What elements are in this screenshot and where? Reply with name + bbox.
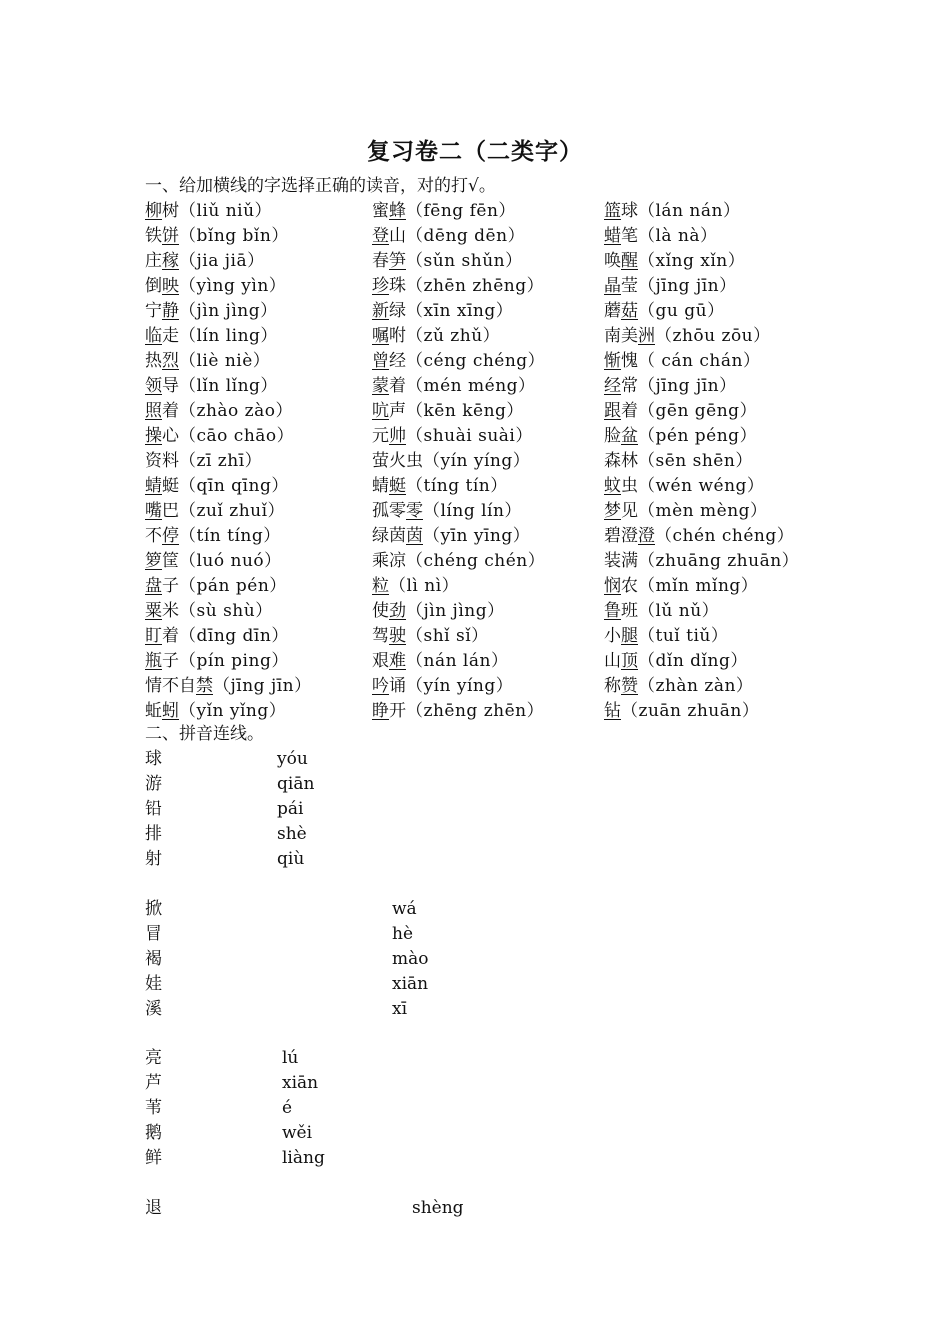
underlined-char: 领 [145,376,162,396]
pinyin-options[interactable]: （wén wéng） [638,476,765,496]
word-text: 声 [389,401,406,421]
pinyin-options[interactable]: （pén péng） [638,426,758,446]
word-item [604,525,794,547]
word-text: 心 [162,426,179,446]
match-pinyin[interactable]: wěi [282,1123,313,1143]
underlined-char: 蚓 [162,701,179,721]
underlined-char: 新 [372,301,389,321]
underlined-char: 澄 [638,526,655,546]
word-text: 热 [145,351,162,371]
underlined-char: 劲 [389,601,406,621]
pinyin-options[interactable]: （jīng jīn） [638,376,737,396]
underlined-char: 柳 [145,201,162,221]
underlined-char: 晶 [604,276,621,296]
pinyin-options[interactable]: （zhàn zàn） [638,676,754,696]
pinyin-options[interactable]: （lín ling） [179,326,278,346]
word-text: 脸 [604,426,621,446]
match-pinyin[interactable]: é [282,1098,293,1118]
underlined-char: 腿 [621,626,638,646]
word-item [372,300,513,322]
underlined-char: 赞 [621,676,638,696]
underlined-char: 洲 [638,326,655,346]
word-text: 子 [162,576,179,596]
underlined-char: 登 [372,226,389,246]
pinyin-options[interactable]: （zī zhī） [179,451,263,471]
underlined-char: 睁 [372,701,389,721]
match-pinyin[interactable]: wá [392,899,417,919]
page-title: 复习卷二（二类字） [367,138,583,165]
pinyin-options[interactable]: （jīng jīn） [638,276,737,296]
word-item [372,350,545,372]
word-item [145,650,289,672]
word-text: 庄 [145,251,162,271]
pinyin-options[interactable]: （gu gū） [638,301,725,321]
word-item [604,250,745,272]
word-text: 倒 [145,276,162,296]
pinyin-options[interactable]: （kēn kēng） [406,401,524,421]
underlined-char: 梦 [604,501,621,521]
match-pinyin[interactable]: pái [277,799,304,819]
underlined-char: 零 [406,501,423,521]
section-1-heading: 一、给加横线的字选择正确的读音，对的打√。 [145,176,496,196]
pinyin-options[interactable]: （sù shù） [179,601,273,621]
word-text: 导 [162,376,179,396]
underlined-char: 临 [145,326,162,346]
pinyin-options[interactable]: （zǔ zhǔ） [406,326,501,346]
match-char[interactable]: 溪 [145,999,162,1019]
word-item [145,525,281,547]
underlined-char: 粟 [145,601,162,621]
word-text: 使 [372,601,389,621]
match-pinyin[interactable]: xiān [392,974,429,994]
word-item [604,675,753,697]
word-item [604,225,718,247]
word-text: 蘑 [604,301,621,321]
match-pinyin[interactable]: qiù [277,849,305,869]
word-text: 米 [162,601,179,621]
underlined-char: 帅 [389,426,406,446]
match-char[interactable]: 球 [145,749,162,769]
underlined-char: 惭 [604,351,621,371]
word-item [372,625,489,647]
word-item [604,425,757,447]
pinyin-options[interactable]: （tuǐ tiǔ） [638,626,729,646]
word-item [604,375,737,397]
underlined-char: 烈 [162,351,179,371]
word-item [372,425,533,447]
pinyin-options[interactable]: （nán lán） [406,651,509,671]
underlined-char: 顶 [621,651,638,671]
match-char[interactable]: 鲜 [145,1148,162,1168]
underlined-char: 菇 [621,301,638,321]
word-text: 经 [389,351,406,371]
word-item [145,225,289,247]
word-item [145,425,294,447]
word-item [372,200,516,222]
word-text: 着 [621,401,638,421]
word-text: 乘凉 [372,551,406,571]
word-item [604,325,771,347]
underlined-char: 盆 [621,426,638,446]
match-pinyin[interactable]: shè [277,824,307,844]
pinyin-options[interactable]: （zhēng zhēn） [406,701,545,721]
pinyin-options[interactable]: （bǐng bǐn） [179,226,289,246]
pinyin-options[interactable]: （mén méng） [406,376,536,396]
word-text: 绿 [389,301,406,321]
pinyin-options[interactable]: （yìng yìn） [179,276,287,296]
pinyin-options[interactable]: （zuān zhuān） [621,701,760,721]
word-item [145,675,312,697]
match-pinyin[interactable]: lú [282,1048,299,1068]
pinyin-options[interactable]: （jia jiā） [179,251,265,271]
pinyin-options[interactable]: （tíng tín） [406,476,508,496]
match-pinyin[interactable]: liàng [282,1148,325,1168]
word-item [145,550,282,572]
match-char[interactable]: 亮 [145,1048,162,1068]
word-text: 珠 [389,276,406,296]
word-text: 班 [621,601,638,621]
word-item [372,650,508,672]
underlined-char: 篮 [604,201,621,221]
word-text: 春 [372,251,389,271]
word-item [145,275,286,297]
underlined-char: 箩 [145,551,162,571]
underlined-char: 盯 [145,626,162,646]
match-pinyin[interactable]: yóu [277,749,308,769]
word-text: 开 [389,701,406,721]
word-item [604,600,719,622]
pinyin-options[interactable]: （dēng dēn） [406,226,526,246]
pinyin-options[interactable]: （zhào zào） [179,401,294,421]
underlined-char: 鲁 [604,601,621,621]
underlined-char: 蜻 [145,476,162,496]
underlined-char: 钻 [604,701,621,721]
match-pinyin[interactable]: xī [392,999,408,1019]
underlined-char: 笋 [389,251,406,271]
pinyin-options[interactable]: （lǐn lǐng） [179,376,278,396]
word-item [604,275,737,297]
pinyin-options[interactable]: （zhōu zōu） [655,326,771,346]
pinyin-options[interactable]: （liǔ niǔ） [179,201,273,221]
word-item [604,550,799,572]
pinyin-options[interactable]: （dǐn dǐng） [638,651,748,671]
underlined-char: 停 [162,526,179,546]
word-item [372,500,522,522]
pinyin-options[interactable]: （zhēn zhēng） [406,276,545,296]
underlined-char: 操 [145,426,162,446]
word-text: 诵 [389,676,406,696]
pinyin-options[interactable]: （yín yíng） [406,676,514,696]
underlined-char: 蜡 [604,226,621,246]
word-text: 走 [162,326,179,346]
word-text: 蜜 [372,201,389,221]
underlined-char: 稼 [162,251,179,271]
underlined-char: 瓶 [145,651,162,671]
pinyin-options[interactable]: （sǔn shǔn） [406,251,523,271]
underlined-char: 蚊 [604,476,621,496]
underlined-char: 映 [162,276,179,296]
word-item [372,575,459,597]
pinyin-options[interactable]: （zhuāng zhuān） [638,551,800,571]
word-item [145,600,273,622]
word-text: 着 [162,626,179,646]
pinyin-options[interactable]: （lán nán） [638,201,741,221]
word-item [372,550,545,572]
word-text: 孤零 [372,501,406,521]
word-text: 南美 [604,326,638,346]
word-text: 巴 [162,501,179,521]
pinyin-options[interactable]: （yǐn yǐng） [179,701,287,721]
word-text: 资料 [145,451,179,471]
pinyin-options[interactable]: （xǐng xǐn） [638,251,746,271]
word-text: 铁 [145,226,162,246]
word-item [145,475,289,497]
word-item [604,400,757,422]
word-text: 艰 [372,651,389,671]
pinyin-options[interactable]: （qīn qīng） [179,476,289,496]
word-item [372,225,525,247]
word-item [604,200,740,222]
pinyin-options[interactable]: （luó nuó） [179,551,282,571]
pinyin-options[interactable]: （pín ping） [179,651,289,671]
word-item [145,700,286,722]
word-item [372,250,523,272]
underlined-char: 禁 [196,676,213,696]
word-text: 着 [389,376,406,396]
word-item [145,325,278,347]
word-text: 小 [604,626,621,646]
word-text: 驾 [372,626,389,646]
word-item [604,650,748,672]
word-item [604,625,728,647]
word-item [145,350,270,372]
pinyin-options[interactable]: （tín tíng） [179,526,281,546]
word-text: 球 [621,201,638,221]
pinyin-options[interactable]: （liè niè） [179,351,271,371]
underlined-char: 饼 [162,226,179,246]
word-text: 装满 [604,551,638,571]
word-text: 着 [162,401,179,421]
word-item [372,600,505,622]
word-item [145,450,262,472]
pinyin-options[interactable]: （yín yíng） [423,451,531,471]
word-text: 莹 [621,276,638,296]
word-text: 山 [389,226,406,246]
section-2-heading: 二、拼音连线。 [145,724,264,744]
pinyin-options[interactable]: （là nà） [638,226,718,246]
word-text: 虫 [621,476,638,496]
word-text: 蜻 [372,476,389,496]
pinyin-options[interactable]: （jīng jīn） [213,676,312,696]
word-text: 树 [162,201,179,221]
word-item [604,500,768,522]
word-text: 蚯 [145,701,162,721]
word-item [145,500,285,522]
word-item [372,325,500,347]
underlined-char: 蜓 [389,476,406,496]
pinyin-options[interactable]: （lǔ nǔ） [638,601,720,621]
underlined-char: 曾 [372,351,389,371]
word-item [604,700,759,722]
underlined-char: 蜂 [389,201,406,221]
pinyin-options[interactable]: （jìn jìng） [179,301,278,321]
underlined-char: 吟 [372,676,389,696]
word-item [372,475,508,497]
word-item [145,250,265,272]
word-item [372,400,524,422]
underlined-char: 粒 [372,576,389,596]
word-text: 绿茵 [372,526,406,546]
word-item [145,625,289,647]
word-item [372,375,536,397]
word-text: 子 [162,651,179,671]
underlined-char: 盘 [145,576,162,596]
word-text: 情不自 [145,676,196,696]
word-text: 愧 [621,351,638,371]
pinyin-options[interactable]: （dīng dīn） [179,626,289,646]
pinyin-options[interactable]: （yīn yīng） [423,526,531,546]
pinyin-options[interactable]: （fēng fēn） [406,201,516,221]
match-char[interactable]: 苇 [145,1098,162,1118]
underlined-char: 珍 [372,276,389,296]
match-char[interactable]: 鹅 [145,1123,162,1143]
word-text: 萤火虫 [372,451,423,471]
pinyin-options[interactable]: （ cán chán） [638,351,761,371]
match-pinyin[interactable]: qiān [277,774,315,794]
match-char[interactable]: 排 [145,824,162,844]
word-text: 见 [621,501,638,521]
word-item [604,475,764,497]
underlined-char: 嘴 [145,501,162,521]
word-text: 元 [372,426,389,446]
match-char[interactable]: 褐 [145,949,162,969]
word-text: 碧澄 [604,526,638,546]
word-item [372,275,544,297]
word-item [604,450,753,472]
word-item [604,350,760,372]
underlined-char: 嘱 [372,326,389,346]
word-item [604,300,725,322]
match-char[interactable]: 退 [145,1198,162,1218]
word-item [372,700,544,722]
pinyin-options[interactable]: （gēn gēng） [638,401,758,421]
word-item [372,525,530,547]
word-text: 蜓 [162,476,179,496]
word-item [145,300,278,322]
underlined-char: 悯 [604,576,621,596]
word-item [145,400,293,422]
pinyin-options[interactable]: （mǐn mǐng） [638,576,759,596]
word-item [145,375,278,397]
word-item [145,575,287,597]
pinyin-options[interactable]: （chéng chén） [406,551,546,571]
match-pinyin[interactable]: xiān [282,1073,319,1093]
underlined-char: 跟 [604,401,621,421]
match-char[interactable]: 射 [145,849,162,869]
underlined-char: 驶 [389,626,406,646]
word-text: 常 [621,376,638,396]
word-item [372,450,530,472]
word-text: 山 [604,651,621,671]
underlined-char: 蒙 [372,376,389,396]
pinyin-options[interactable]: （chén chéng） [655,526,795,546]
match-char[interactable]: 娃 [145,974,162,994]
pinyin-options[interactable]: （sēn shēn） [638,451,753,471]
pinyin-options[interactable]: （shǐ sǐ） [406,626,489,646]
pinyin-options[interactable]: （shuài suài） [406,426,533,446]
pinyin-options[interactable]: （xīn xīng） [406,301,514,321]
pinyin-options[interactable]: （pán pén） [179,576,287,596]
match-char[interactable]: 冒 [145,924,162,944]
match-pinyin[interactable]: shèng [412,1198,464,1218]
underlined-char: 醒 [621,251,638,271]
match-pinyin[interactable]: mào [392,949,429,969]
match-char[interactable]: 掀 [145,899,162,919]
word-text: 宁 [145,301,162,321]
word-text: 咐 [389,326,406,346]
underlined-char: 经 [604,376,621,396]
pinyin-options[interactable]: （mèn mèng） [638,501,768,521]
word-text: 笔 [621,226,638,246]
underlined-char: 照 [145,401,162,421]
word-item [372,675,513,697]
underlined-char: 吭 [372,401,389,421]
word-item [604,575,758,597]
word-text: 称 [604,676,621,696]
pinyin-options[interactable]: （jìn jìng） [406,601,505,621]
match-pinyin[interactable]: hè [392,924,414,944]
word-text: 唤 [604,251,621,271]
pinyin-options[interactable]: （cāo chāo） [179,426,295,446]
word-item [145,200,272,222]
pinyin-options[interactable]: （lì nì） [389,576,460,596]
match-char[interactable]: 芦 [145,1073,162,1093]
word-text: 不 [145,526,162,546]
pinyin-options[interactable]: （zuǐ zhuǐ） [179,501,286,521]
word-text: 森林 [604,451,638,471]
match-char[interactable]: 铅 [145,799,162,819]
underlined-char: 难 [389,651,406,671]
match-char[interactable]: 游 [145,774,162,794]
underlined-char: 静 [162,301,179,321]
word-text: 农 [621,576,638,596]
pinyin-options[interactable]: （céng chéng） [406,351,546,371]
word-text: 筐 [162,551,179,571]
pinyin-options[interactable]: （líng lín） [423,501,522,521]
underlined-char: 茵 [406,526,423,546]
